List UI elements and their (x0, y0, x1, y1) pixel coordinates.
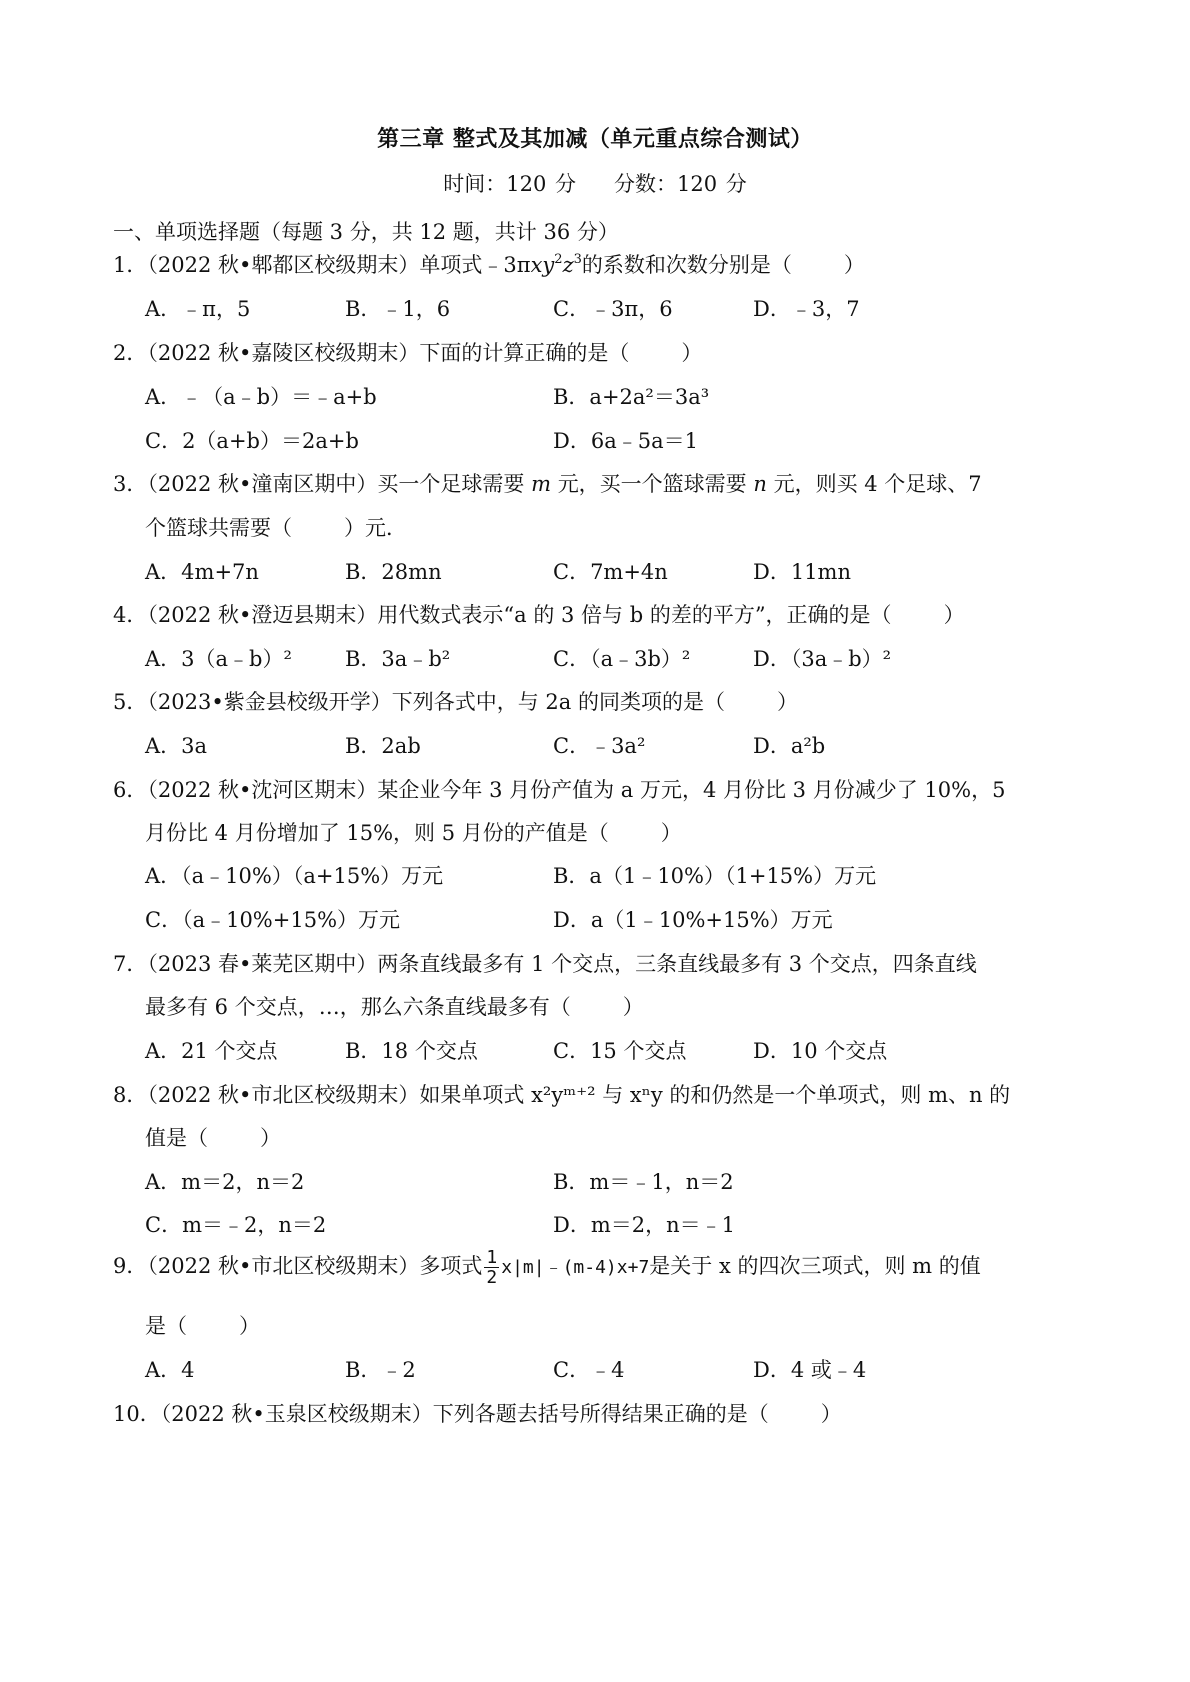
q6-option-a[interactable]: A．（a﹣10%）（a+15%）万元 (145, 864, 444, 888)
question-3-cont: 个篮球共需要（ ）元． (145, 516, 407, 540)
question-2: 2．（2022 秋•嘉陵区校级期末）下面的计算正确的是（ ） (113, 341, 703, 365)
page-title: 第三章 整式及其加减（单元重点综合测试） (377, 127, 813, 152)
question-8: 8．（2022 秋•市北区校级期末）如果单项式 x²yᵐ⁺² 与 xⁿy 的和仍然是一个单项式，则 m、n 的 (113, 1083, 1011, 1107)
q3-option-a[interactable]: A．4m+7n (145, 560, 259, 584)
fraction-one-half: $\frac{1}{2}$ (486, 1247, 498, 1288)
question-4: 4．（2022 秋•澄迈县期末）用代数式表示“a 的 3 倍与 b 的差的平方”，正确的是（ ） (113, 603, 965, 627)
q5-option-b[interactable]: B．2ab (345, 734, 421, 758)
q7-option-d[interactable]: D．10 个交点 (753, 1039, 888, 1063)
q6-option-d[interactable]: D．a（1﹣10%+15%）万元 (553, 908, 833, 932)
question-5: 5．（2023•紫金县校级开学）下列各式中，与 2a 的同类项的是（ ） (113, 690, 798, 714)
q3-option-c[interactable]: C．7m+4n (553, 560, 668, 584)
question-1: 1．（2022 秋•郫都区校级期末）单项式$﹣3\pi xy^2z^3$的系数和次数分别是（ ） (113, 252, 865, 277)
q5-option-d[interactable]: D．a²b (753, 734, 826, 758)
polynomial-expression: x|m|﹣(m-4)x+7 (501, 1257, 650, 1278)
q6-option-c[interactable]: C．（a﹣10%+15%）万元 (145, 908, 401, 932)
q7-option-b[interactable]: B．18 个交点 (345, 1039, 478, 1063)
q2-option-b[interactable]: B．a+2a²＝3a³ (553, 385, 710, 409)
q3-option-b[interactable]: B．28mn (345, 560, 442, 584)
q4-option-b[interactable]: B．3a﹣b² (345, 647, 451, 671)
q6-option-b[interactable]: B．a（1﹣10%）（1+15%）万元 (553, 864, 877, 888)
exam-meta (0, 168, 1190, 198)
q9-option-c[interactable]: C．﹣4 (553, 1358, 625, 1382)
question-8-cont: 值是（ ） (145, 1126, 281, 1150)
q1-option-c[interactable]: C．﹣3π，6 (553, 297, 673, 321)
q8-option-a[interactable]: A．m＝2，n＝2 (145, 1170, 305, 1194)
time-limit: 时间：120 分 (443, 172, 576, 196)
question-9: 9．（2022 秋•市北区校级期末）多项式 $\frac{1}{2}$ x|m|﹣(m-4)x+7是关于 x 的四次三项式，则 m 的值 (113, 1247, 981, 1288)
q5-option-c[interactable]: C．﹣3a² (553, 734, 646, 758)
question-6: 6．（2022 秋•沈河区期末）某企业今年 3 月份产值为 a 万元，4 月份比 3 月份减少了 10%，5 (113, 778, 1006, 802)
question-7: 7．（2023 春•莱芜区期中）两条直线最多有 1 个交点，三条直线最多有 3 个交点，四条直线 (113, 952, 977, 976)
q7-option-c[interactable]: C．15 个交点 (553, 1039, 687, 1063)
q8-option-b[interactable]: B．m＝﹣1，n＝2 (553, 1170, 734, 1194)
question-3: 3．（2022 秋•潼南区期中）买一个足球需要 m 元，买一个篮球需要 n 元，则买 4 个足球、7 (113, 472, 982, 496)
question-9-cont: 是（ ） (145, 1314, 260, 1338)
q9-option-a[interactable]: A．4 (145, 1358, 195, 1382)
q1-option-d[interactable]: D．﹣3，7 (753, 297, 860, 321)
section-heading: 一、单项选择题（每题 3 分，共 12 题，共计 36 分） (113, 220, 619, 244)
q2-option-c[interactable]: C．2（a+b）＝2a+b (145, 429, 359, 453)
q4-option-a[interactable]: A．3（a﹣b）² (145, 647, 292, 671)
question-10: 10．（2022 秋•玉泉区校级期末）下列各题去括号所得结果正确的是（ ） (113, 1402, 842, 1426)
q2-option-d[interactable]: D．6a﹣5a＝1 (553, 429, 698, 453)
question-6-cont: 月份比 4 月份增加了 15%，则 5 月份的产值是（ ） (145, 821, 682, 845)
q9-option-d[interactable]: D．4 或﹣4 (753, 1358, 867, 1382)
total-score: 分数：120 分 (614, 172, 747, 196)
question-7-cont: 最多有 6 个交点，…，那么六条直线最多有（ ） (145, 995, 644, 1019)
q4-option-c[interactable]: C．（a﹣3b）² (553, 647, 691, 671)
q9-option-b[interactable]: B．﹣2 (345, 1358, 416, 1382)
q2-option-a[interactable]: A．﹣（a﹣b）＝﹣a+b (145, 385, 377, 409)
q8-option-d[interactable]: D．m＝2，n＝﹣1 (553, 1213, 735, 1237)
q1-option-b[interactable]: B．﹣1，6 (345, 297, 451, 321)
q3-option-d[interactable]: D．11mn (753, 560, 851, 584)
q4-option-d[interactable]: D．（3a﹣b）² (753, 647, 892, 671)
q5-option-a[interactable]: A．3a (145, 734, 208, 758)
q1-option-a[interactable]: A．﹣π，5 (145, 297, 251, 321)
q8-option-c[interactable]: C．m＝﹣2，n＝2 (145, 1213, 327, 1237)
q7-option-a[interactable]: A．21 个交点 (145, 1039, 278, 1063)
